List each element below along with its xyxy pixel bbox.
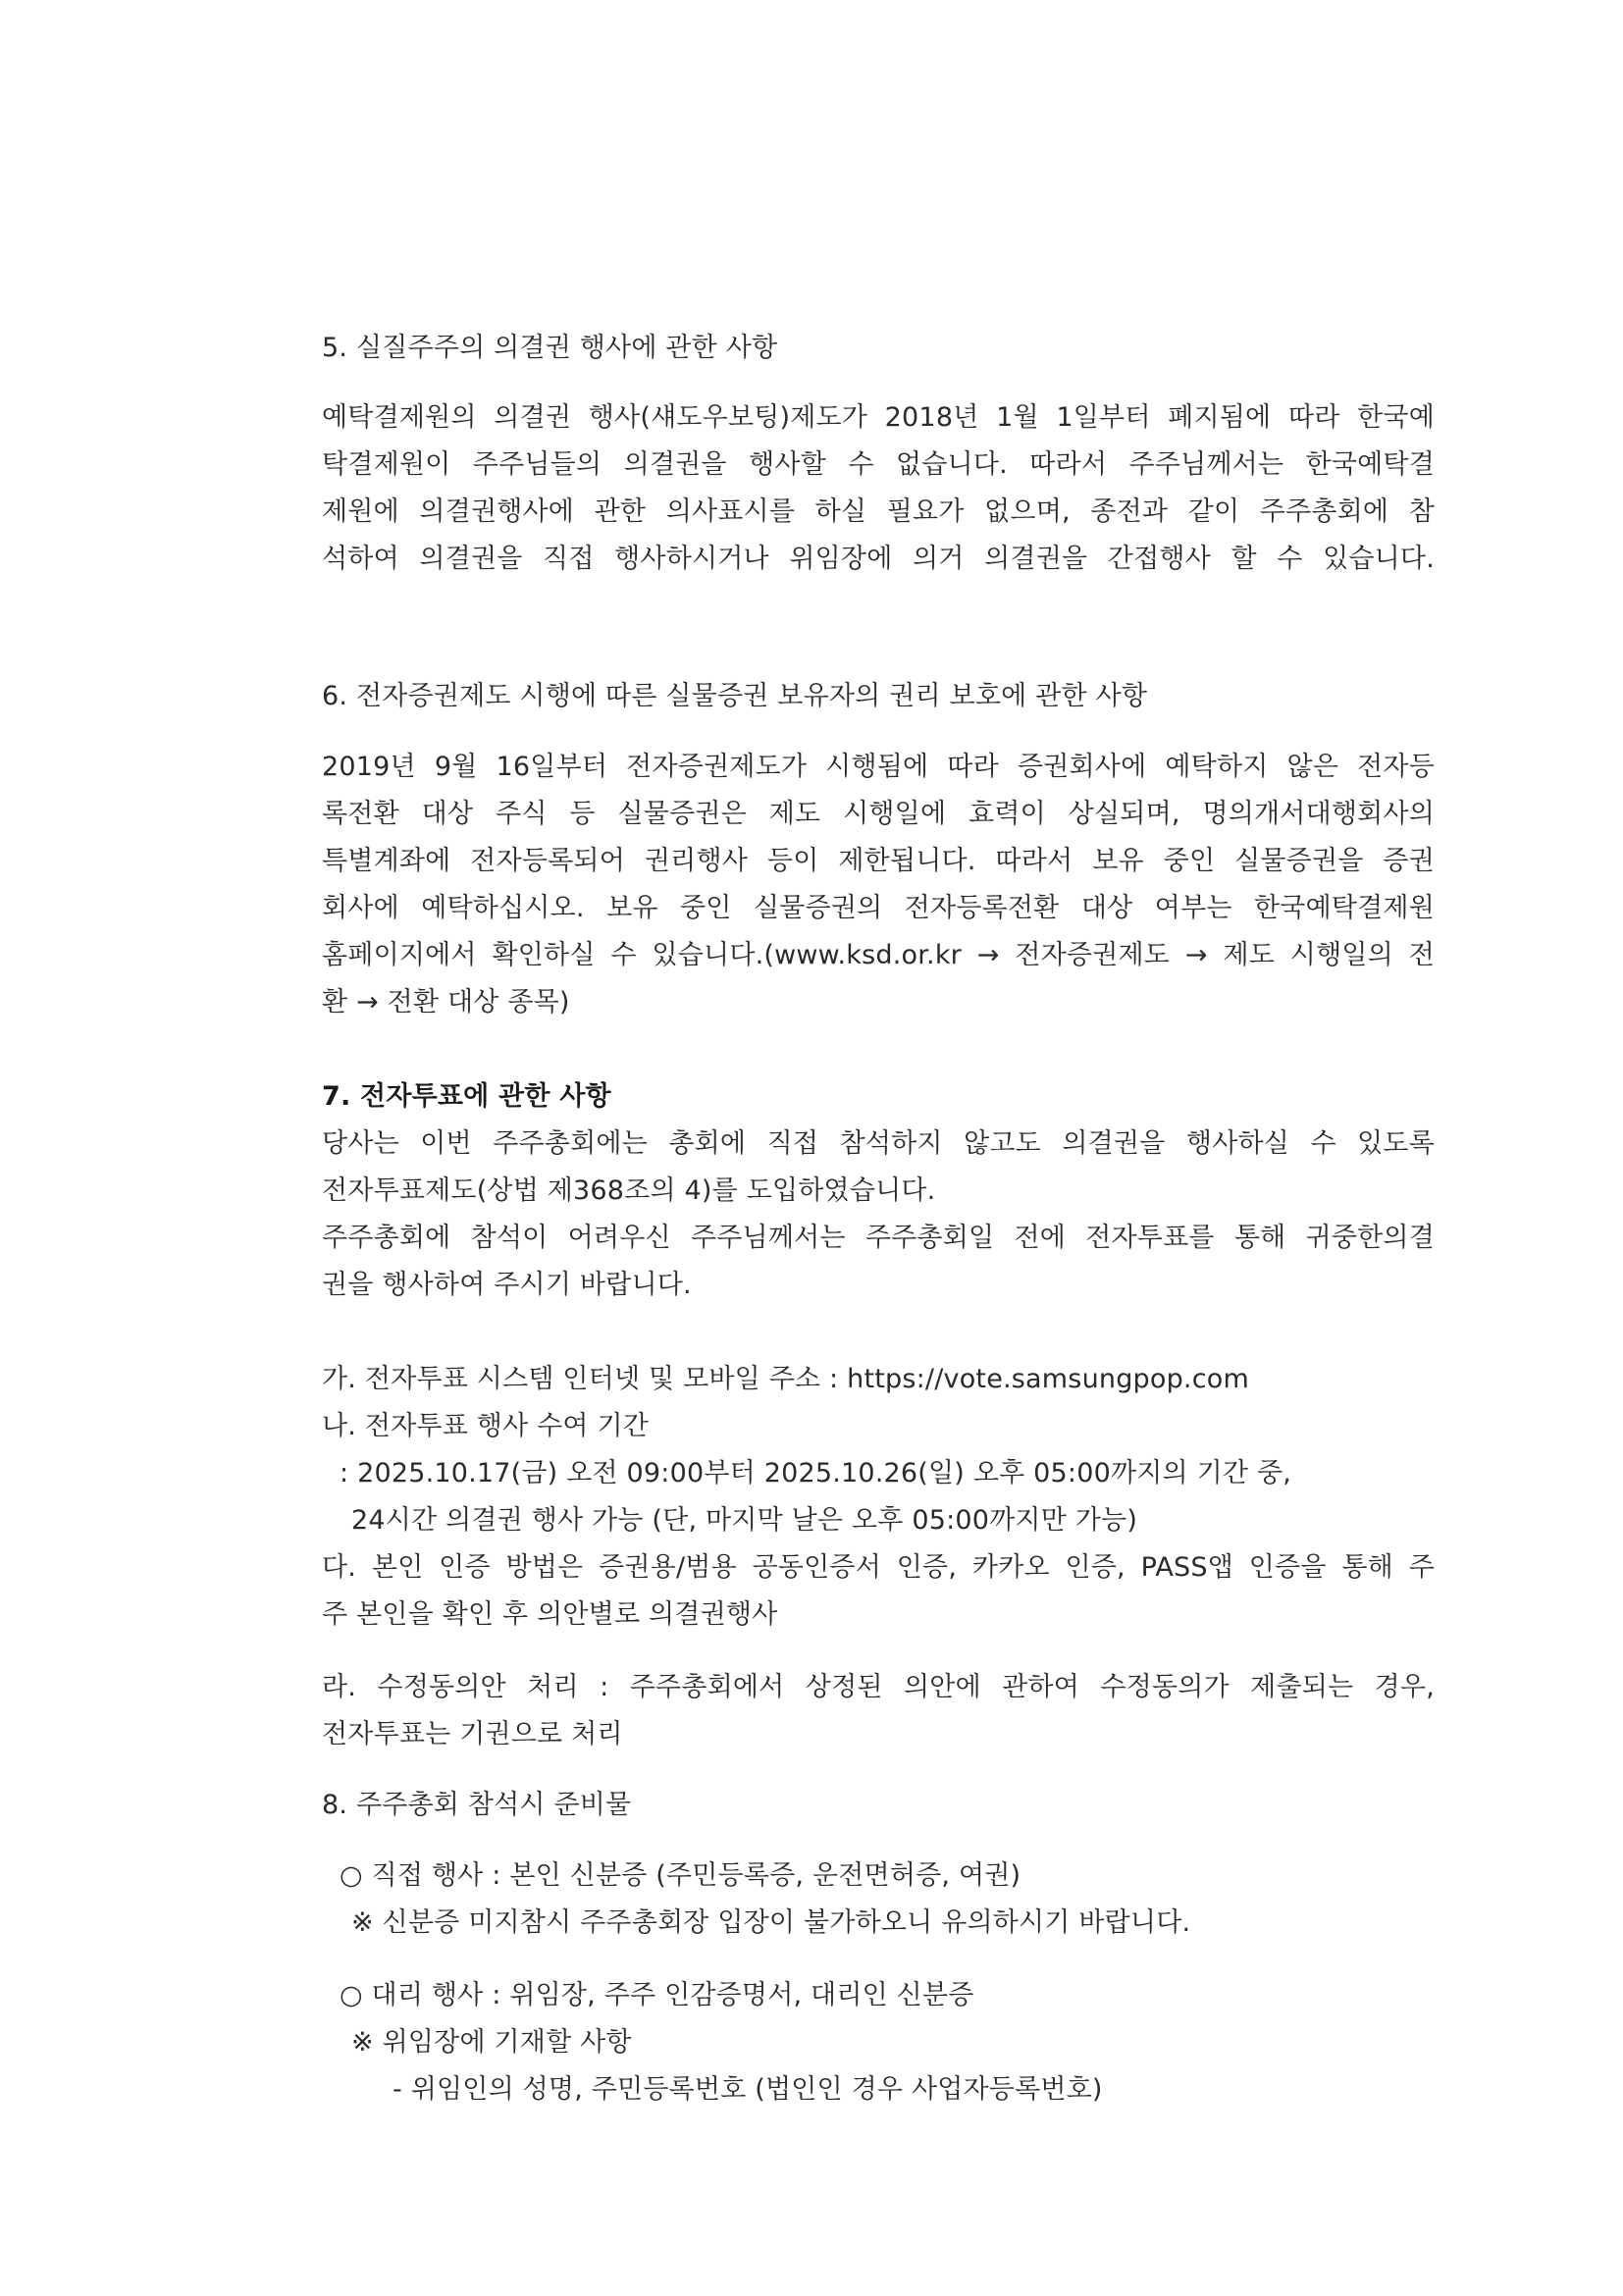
direct-attendance: ○ 직접 행사 : 본인 신분증 (주민등록증, 운전면허증, 여권) — [340, 1860, 1021, 1891]
section-8-heading: 8. 주주총회 참석시 준비물 — [322, 1790, 632, 1820]
section-7-line-4: 권을 행사하여 주시기 바랍니다. — [322, 1270, 692, 1300]
section-6-line-4: 회사에 예탁하십시오. 보유 중인 실물증권의 전자등록전환 대상 여부는 한국예탁결제원 — [322, 893, 1435, 923]
section-6-heading: 6. 전자증권제도 시행에 따른 실물증권 보유자의 권리 보호에 관한 사항 — [322, 681, 1148, 711]
section-5-heading: 5. 실질주주의 의결권 행사에 관한 사항 — [322, 333, 778, 363]
item-da-line-1: 다. 본인 인증 방법은 증권용/범용 공동인증서 인증, 카카오 인증, PASS앱 인증을 통해 주 — [322, 1552, 1435, 1583]
section-7-line-3: 주주총회에 참석이 어려우신 주주님께서는 주주총회일 전에 전자투표를 통해 귀중한의결 — [322, 1223, 1435, 1253]
section-6-line-2: 록전환 대상 주식 등 실물증권은 제도 시행일에 효력이 상실되며, 명의개서대행회사의 — [322, 799, 1435, 829]
section-5-line-2: 탁결제원이 주주님들의 의결권을 행사할 수 없습니다. 따라서 주주님께서는 한국예탁결 — [322, 449, 1435, 480]
item-na-note: 24시간 의결권 행사 가능 (단, 마지막 날은 오후 05:00까지만 가능) — [351, 1505, 1138, 1536]
item-ga: 가. 전자투표 시스템 인터넷 및 모바일 주소 : https://vote.samsungpop.com — [322, 1364, 1249, 1394]
section-6-line-6: 환 → 전환 대상 종목) — [322, 987, 570, 1018]
section-6-line-3: 특별계좌에 전자등록되어 권리행사 등이 제한됩니다. 따라서 보유 중인 실물증권을 증권 — [322, 846, 1435, 876]
item-ra-line-1: 라. 수정동의안 처리 : 주주총회에서 상정된 의안에 관하여 수정동의가 제출되는 경우, — [322, 1672, 1435, 1702]
section-5-line-3: 제원에 의결권행사에 관한 의사표시를 하실 필요가 없으며, 종전과 같이 주주총회에 참 — [322, 496, 1435, 527]
section-6-line-5: 홈페이지에서 확인하실 수 있습니다.(www.ksd.or.kr → 전자증권제도 → 제도 시행일의 전 — [322, 940, 1435, 970]
proxy-attendance-item: - 위임인의 성명, 주민등록번호 (법인인 경우 사업자등록번호) — [393, 2074, 1103, 2105]
item-na-period: : 2025.10.17(금) 오전 09:00부터 2025.10.26(일) 오후 05:00까지의 기간 중, — [340, 1458, 1292, 1488]
section-7-heading: 7. 전자투표에 관한 사항 — [322, 1081, 611, 1112]
section-7-line-1: 당사는 이번 주주총회에는 총회에 직접 참석하지 않고도 의결권을 행사하실 수 있도록 — [322, 1128, 1435, 1159]
section-6-line-1: 2019년 9월 16일부터 전자증권제도가 시행됨에 따라 증권회사에 예탁하지 않은 전자등 — [322, 752, 1435, 782]
item-na: 나. 전자투표 행사 수여 기간 — [322, 1411, 650, 1441]
item-ra-line-2: 전자투표는 기권으로 처리 — [322, 1719, 623, 1749]
section-5-line-1: 예탁결제원의 의결권 행사(섀도우보팅)제도가 2018년 1월 1일부터 폐지됨에 따라 한국예 — [322, 402, 1435, 433]
proxy-attendance-note: ※ 위임장에 기재할 사항 — [351, 2027, 632, 2058]
direct-attendance-note: ※ 신분증 미지참시 주주총회장 입장이 불가하오니 유의하시기 바랍니다. — [351, 1907, 1191, 1938]
item-da-line-2: 주 본인을 확인 후 의안별로 의결권행사 — [322, 1599, 778, 1630]
section-5-line-4: 석하여 의결권을 직접 행사하시거나 위임장에 의거 의결권을 간접행사 할 수 있습니다. — [322, 544, 1435, 574]
section-7-line-2: 전자투표제도(상법 제368조의 4)를 도입하였습니다. — [322, 1175, 936, 1206]
proxy-attendance: ○ 대리 행사 : 위임장, 주주 인감증명서, 대리인 신분증 — [340, 1980, 974, 2010]
